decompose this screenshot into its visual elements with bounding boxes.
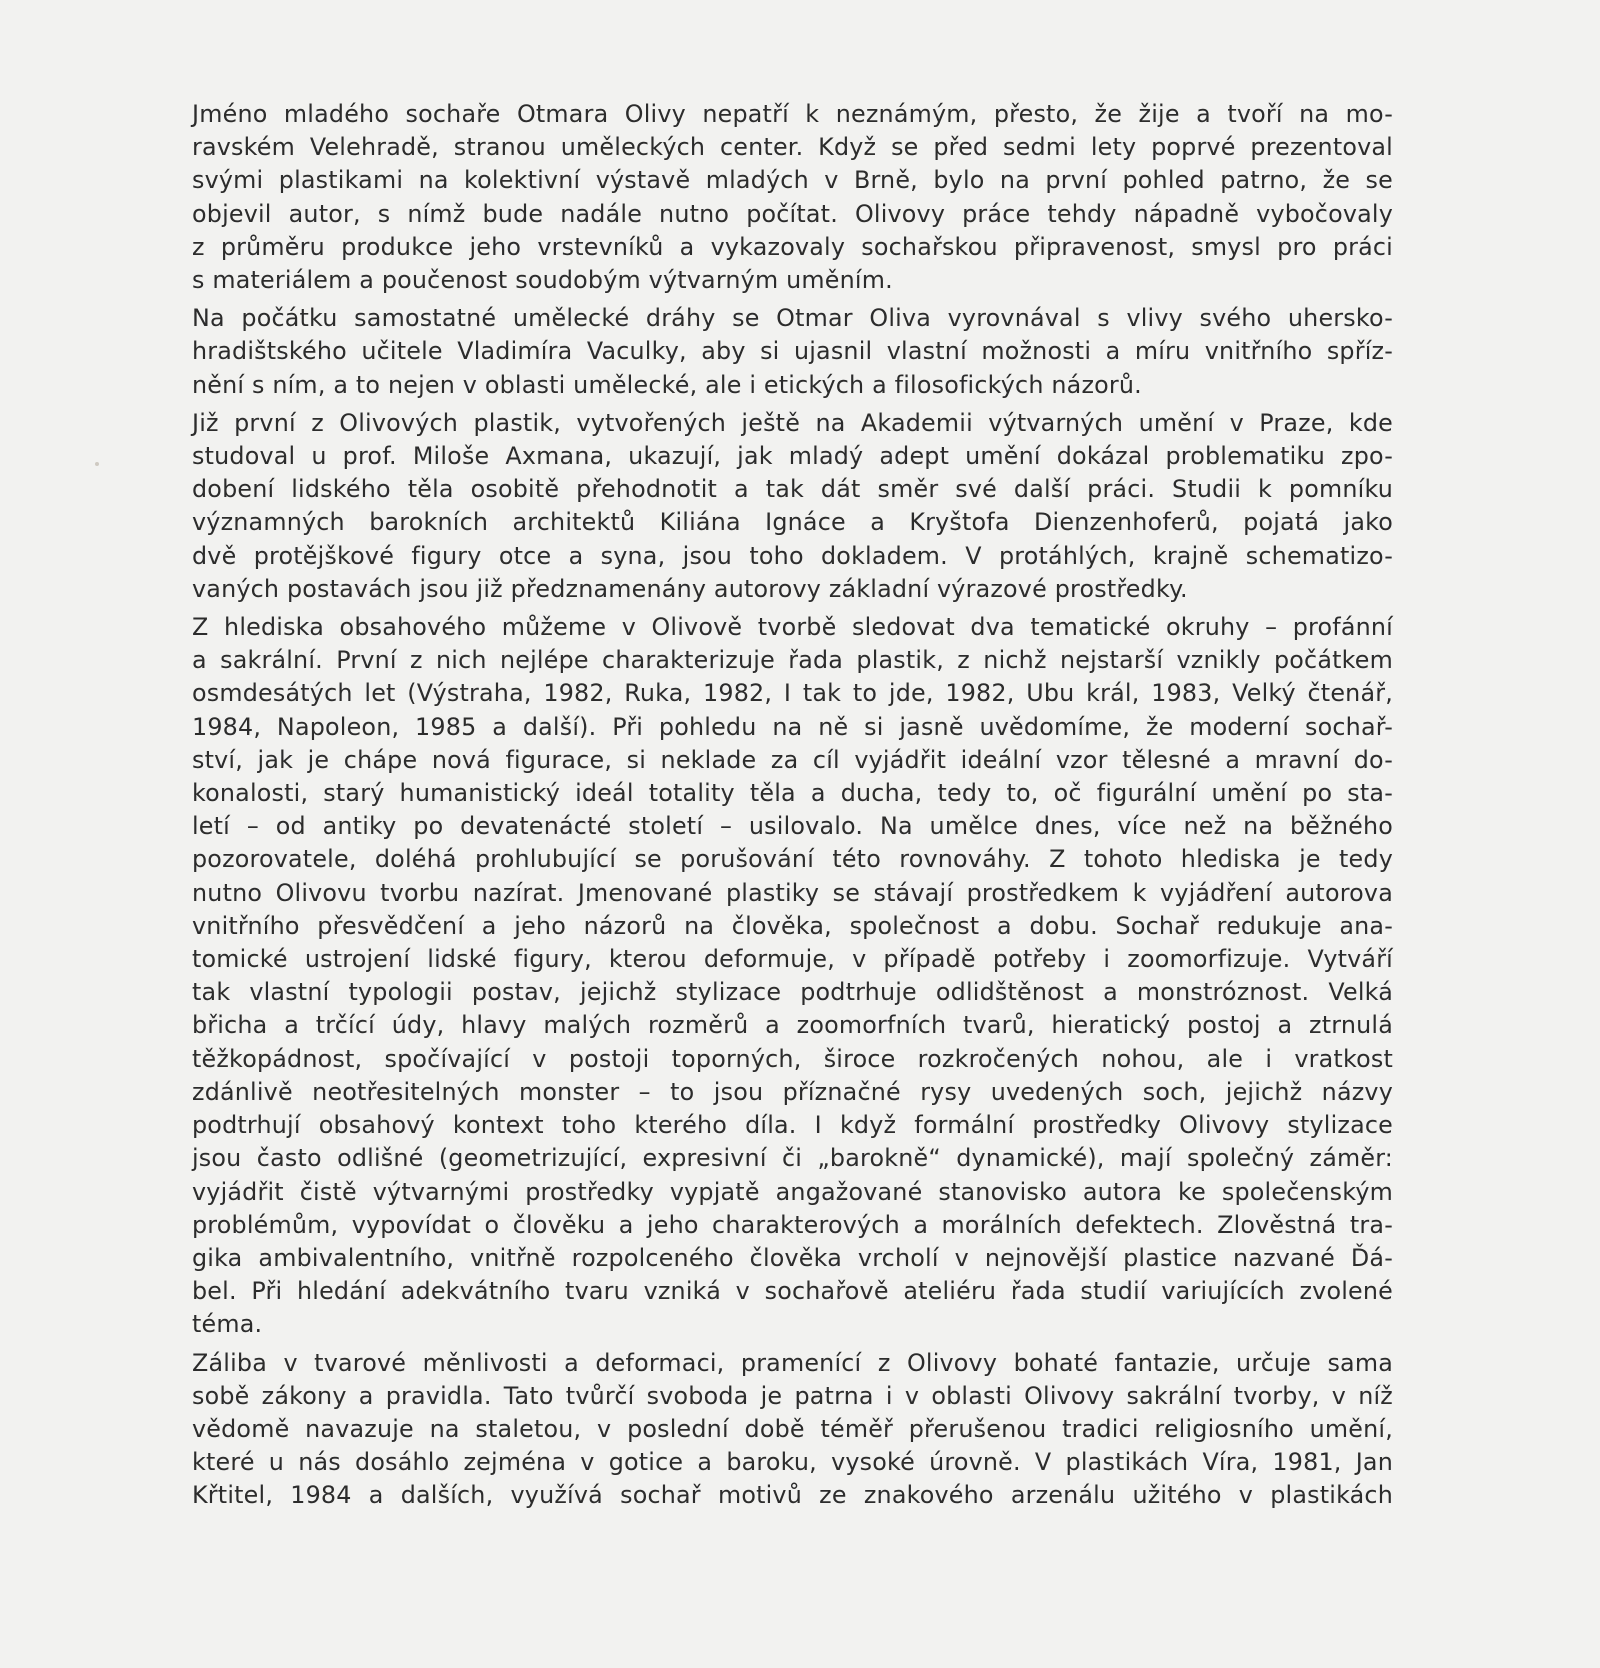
- paragraph-2: [192, 302, 1393, 402]
- paragraph-4: [192, 611, 1393, 1341]
- article-text: [192, 98, 1393, 1518]
- text-line: Již první z Olivových plastik, vytvořených ještě na Akademii výtvarných umění v Praze, kde: [192, 408, 1393, 437]
- text-line: těžkopádnost, spočívající v postoji toporných, široce rozkročených nohou, ale i vratkost: [192, 1044, 1393, 1073]
- text-line: osmdesátých let (Výstraha, 1982, Ruka, 1982, I tak to jde, 1982, Ubu král, 1983, Velký čtenář,: [192, 679, 1393, 708]
- text-line: studoval u prof. Miloše Axmana, ukazují, jak mladý adept umění dokázal problematiku zpo-: [192, 442, 1393, 471]
- text-line: pozorovatele, doléhá prohlubující se porušování této rovnováhy. Z tohoto hlediska je tedy: [192, 845, 1393, 874]
- text-line: podtrhují obsahový kontext toho kterého díla. I když formální prostředky Olivovy stylizace: [192, 1111, 1393, 1140]
- text-line: letí – od antiky po devatenácté století – usilovalo. Na umělce dnes, více než na běžného: [192, 812, 1393, 841]
- text-line: Jméno mladého sochaře Otmara Olivy nepatří k neznámým, přesto, že žije a tvoří na mo-: [192, 100, 1393, 128]
- text-line: svými plastikami na kolektivní výstavě mladých v Brně, bylo na první pohled patrno, že se: [192, 166, 1393, 195]
- text-line: 1984, Napoleon, 1985 a další). Při pohledu na ně si jasně uvědomíme, že moderní sochař-: [192, 712, 1393, 741]
- text-line: bel. Při hledání adekvátního tvaru vzniká v sochařově ateliéru řada studií variujících zvolené: [192, 1277, 1393, 1306]
- text-line: jsou často odlišné (geometrizující, expresivní či „barokně“ dynamické), mají společný záměr:: [192, 1144, 1393, 1173]
- text-line: dvě protějškové figury otce a syna, jsou toho dokladem. V protáhlých, krajně schematizo-: [192, 541, 1393, 570]
- text-line: ravském Velehradě, stranou uměleckých center. Když se před sedmi lety poprvé prezentoval: [192, 133, 1393, 162]
- text-line: z průměru produkce jeho vrstevníků a vykazovaly sochařskou připravenost, smysl pro práci: [192, 232, 1393, 261]
- text-line: ství, jak je chápe nová figurace, si neklade za cíl vyjádřit ideální vzor tělesné a mravní do-: [192, 745, 1393, 774]
- text-line: hradištského učitele Vladimíra Vaculky, aby si ujasnil vlastní možnosti a míru vnitřního spříz-: [192, 337, 1393, 366]
- paragraph-3: [192, 407, 1393, 606]
- text-line: dobení lidského těla osobitě přehodnotit a tak dát směr své další práci. Studii k pomníku: [192, 475, 1393, 504]
- text-line: Záliba v tvarové měnlivosti a deformaci, pramenící z Olivovy bohaté fantazie, určuje sama: [192, 1348, 1393, 1377]
- text-line: problémům, vypovídat o člověku a jeho charakterových a morálních defektech. Zlověstná tra-: [192, 1210, 1393, 1239]
- text-line: které u nás dosáhlo zejména v gotice a baroku, vysoké úrovně. V plastikách Víra, 1981, Jan: [192, 1448, 1393, 1477]
- text-line: Z hlediska obsahového můžeme v Olivově tvorbě sledovat dva tematické okruhy – profánní: [192, 613, 1393, 642]
- text-line: významných barokních architektů Kiliána Ignáce a Kryštofa Dienzenhoferů, pojatá jako: [192, 508, 1393, 537]
- text-line: vědomě navazuje na staletou, v poslední době téměř přerušenou tradici religiosního umění,: [192, 1414, 1393, 1443]
- text-line: břicha a trčící údy, hlavy malých rozměrů a zoomorfních tvarů, hieratický postoj a ztrnulá: [192, 1011, 1393, 1040]
- text-line: objevil autor, s nímž bude nadále nutno počítat. Olivovy práce tehdy nápadně vybočovaly: [192, 199, 1393, 228]
- text-line: vnitřního přesvědčení a jeho názorů na člověka, společnost a dobu. Sochař redukuje ana-: [192, 911, 1393, 940]
- text-line: nění s ním, a to nejen v oblasti umělecké, ale i etických a filosofických názorů.: [192, 370, 1142, 399]
- text-line: zdánlivě neotřesitelných monster – to jsou příznačné rysy uvedených soch, jejichž názvy: [192, 1077, 1393, 1106]
- text-line: tomické ustrojení lidské figury, kterou deformuje, v případě potřeby i zoomorfizuje. Vytváří: [192, 945, 1393, 974]
- text-line: Na počátku samostatné umělecké dráhy se Otmar Oliva vyrovnával s vlivy svého uhersko-: [192, 304, 1393, 333]
- text-line: gika ambivalentního, vnitřně rozpolceného člověka vrcholí v nejnovější plastice nazvané Ďá-: [192, 1243, 1393, 1272]
- text-line: Křtitel, 1984 a dalších, využívá sochař motivů ze znakového arzenálu užitého v plastikách: [192, 1481, 1393, 1510]
- text-line: s materiálem a poučenost soudobým výtvarným uměním.: [192, 266, 893, 295]
- text-line: vaných postavách jsou již předznamenány autorovy základní výrazové prostředky.: [192, 574, 1188, 603]
- paragraph-1: [192, 98, 1393, 297]
- text-line: téma.: [192, 1310, 263, 1339]
- paragraph-5: [192, 1347, 1393, 1513]
- text-line: sobě zákony a pravidla. Tato tvůrčí svoboda je patrna i v oblasti Olivovy sakrální tvorby, v níž: [192, 1381, 1393, 1410]
- paper-speck: [95, 462, 99, 466]
- text-line: nutno Olivovu tvorbu nazírat. Jmenované plastiky se stávají prostředkem k vyjádření autorova: [192, 878, 1393, 907]
- text-line: tak vlastní typologii postav, jejichž stylizace podtrhuje odlidštěnost a monstróznost. Velká: [192, 978, 1393, 1007]
- text-line: a sakrální. První z nich nejlépe charakterizuje řada plastik, z nichž nejstarší vznikly počátkem: [192, 646, 1393, 675]
- text-line: konalosti, starý humanistický ideál totality těla a ducha, tedy to, oč figurální umění po sta-: [192, 779, 1393, 808]
- text-line: vyjádřit čistě výtvarnými prostředky vypjatě angažované stanovisko autora ke společenským: [192, 1177, 1393, 1206]
